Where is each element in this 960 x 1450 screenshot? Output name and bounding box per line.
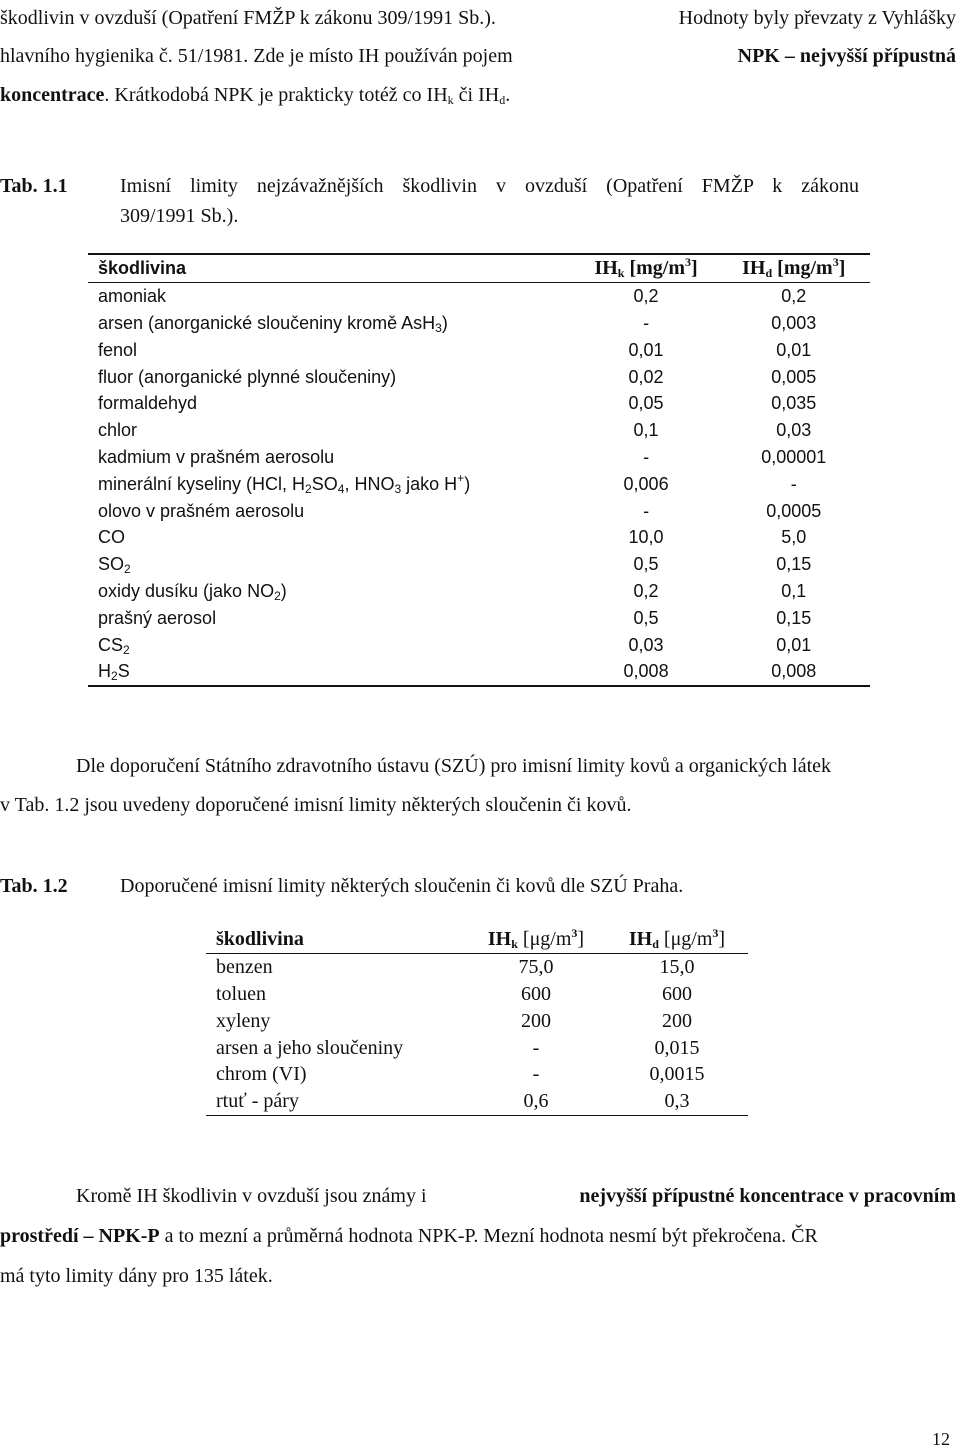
table-row: formaldehyd 0,05 0,035 <box>98 393 817 414</box>
paragraph-line: Dle doporučení Státního zdravotního ústavu (SZÚ) pro imisní limity kovů a organických látek <box>76 755 832 777</box>
table-row: toluen 600 600 <box>216 982 692 1005</box>
recommended-limits-table <box>206 926 748 1116</box>
header-substance: škodlivina <box>216 928 304 951</box>
table-row: xyleny 200 200 <box>216 1009 692 1032</box>
intro-text: škodlivin v ovzduší (Opatření FMŽP k zákonu 309/1991 Sb.). <box>0 7 496 29</box>
table-row: amoniak 0,2 0,2 <box>98 286 807 307</box>
table-row: CO 10,0 5,0 <box>98 527 807 548</box>
table-header-row <box>206 926 748 953</box>
paragraph-line: prostředí – NPK-P a to mezní a průměrná hodnota NPK-P. Mezní hodnota nesmí být překročena. ČR <box>0 1225 818 1247</box>
intro-text: Hodnoty byly převzaty z Vyhlášky <box>678 7 956 29</box>
table-row: fluor (anorganické plynné sloučeniny) 0,02 0,005 <box>98 366 817 387</box>
table-caption: Doporučené imisní limity některých sloučenin či kovů dle SZÚ Praha. <box>120 875 684 897</box>
table-row: chlor 0,1 0,03 <box>98 420 812 441</box>
header-ihd: $IH_d$ $[\mu g/m^3]$ <box>628 926 726 952</box>
header-substance: škodlivina <box>98 258 187 279</box>
table-row: fenol 0,01 0,01 <box>98 339 812 360</box>
table-caption: Imisní limity nejzávažnějších škodlivin v ovzduší (Opatření FMŽP k zákonu <box>120 175 860 197</box>
page-number: 12 <box>932 1429 950 1449</box>
table-row: arsen a jeho sloučeniny - 0,015 <box>216 1036 700 1059</box>
header-ihd: $IH_d$ $[mg/m^3]$ <box>742 255 846 281</box>
table-header-row <box>88 254 870 282</box>
paragraph-line: v Tab. 1.2 jsou uvedeny doporučené imisní limity některých sloučenin či kovů. <box>0 794 632 816</box>
header-ihk: $IH_k$ $[\mu g/m^3]$ <box>487 926 585 952</box>
intro-line-2 <box>0 46 956 66</box>
header-ihk: $IH_k$ $[mg/m^3]$ <box>594 255 698 281</box>
emission-limits-table <box>88 253 870 687</box>
table-row: minerální kyseliny (HCl, $H_2SO_4$, $HNO_3$ jako H+) 0,006 - <box>98 470 797 496</box>
table-label: Tab. 1.1 <box>0 175 68 197</box>
table-row: olovo v prašném aerosolu - 0,0005 <box>98 500 822 521</box>
table-row: arsen (anorganické sloučeniny kromě AsH$_3$) - 0,003 <box>98 312 817 335</box>
table-row: oxidy dusíku (jako $NO_2$) 0,2 0,1 <box>98 580 807 603</box>
table-row: $H_2S$ 0,008 0,008 <box>88 658 870 686</box>
paragraph-line: má tyto limity dány pro 135 látek. <box>0 1265 273 1287</box>
intro-line-3: koncentrace. Krátkodobá NPK je prakticky totéž co $IH_k$ či $IH_d$. <box>0 84 511 107</box>
intro-term: koncentrace <box>0 84 105 106</box>
intro-term: NPK – nejvyšší přípustná <box>737 45 956 67</box>
table-row: prašný aerosol 0,5 0,15 <box>98 607 812 628</box>
paragraph-line: Kromě IH škodlivin v ovzduší jsou známy i nejvyšší přípustné koncentrace v pracovním <box>76 1185 956 1207</box>
emphasis-term: nejvyšší přípustné koncentrace v pracovním <box>579 1185 956 1207</box>
table-row: chrom (VI) - 0,0015 <box>216 1063 705 1086</box>
intro-text: hlavního hygienika č. 51/1981. Zde je místo IH používán pojem <box>0 45 513 67</box>
intro-line-1 <box>0 8 956 28</box>
table-row: benzen 75,0 15,0 <box>216 956 695 979</box>
table-caption-cont: 309/1991 Sb.). <box>120 205 239 227</box>
table-label: Tab. 1.2 <box>0 875 68 897</box>
table-row: $CS_2$ 0,03 0,01 <box>98 634 812 657</box>
table-row: $SO_2$ 0,5 0,15 <box>98 554 812 577</box>
emphasis-term: prostředí – NPK-P <box>0 1225 160 1247</box>
table-row: kadmium v prašném aerosolu - 0,00001 <box>98 446 827 467</box>
table-row: rtuť - páry 0,6 0,3 <box>206 1088 748 1115</box>
